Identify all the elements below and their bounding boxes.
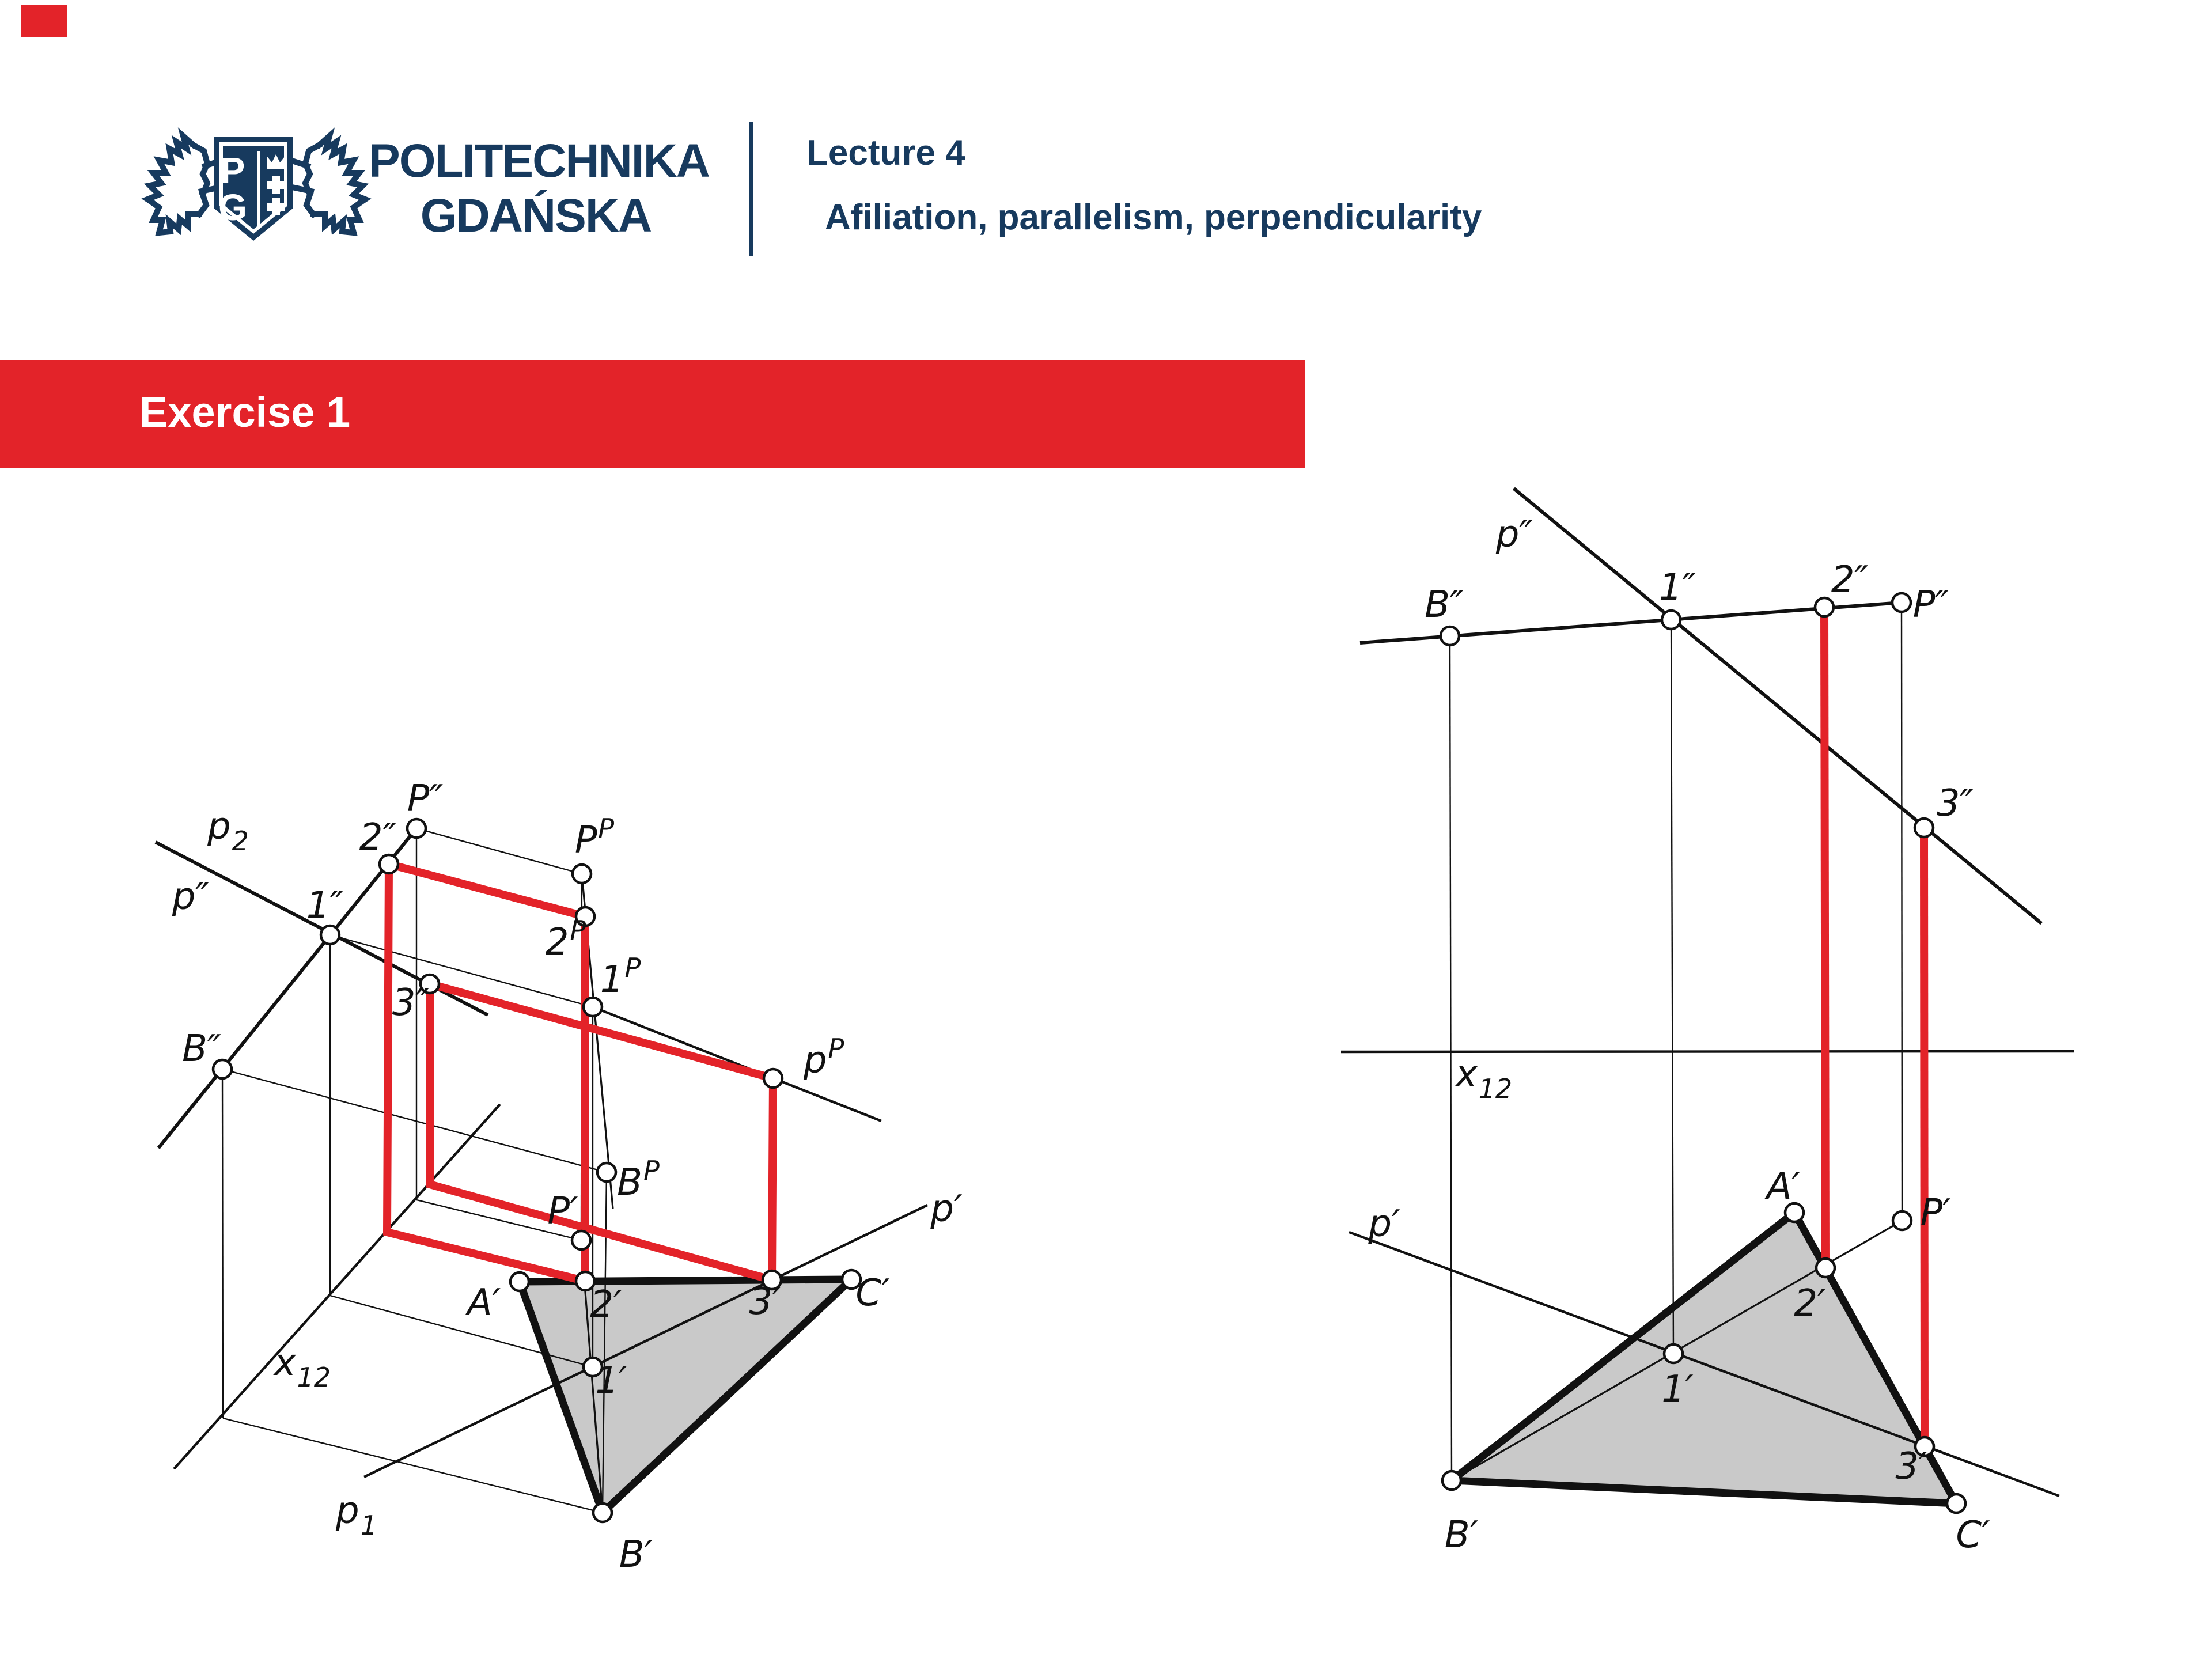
left-label-P: P″ [407,778,444,820]
lecture-title: Afiliation, parallelism, perpendicularity [825,198,1482,237]
left-label-x12: $x_{12}$ [274,1342,331,1393]
right-label-B: B″ [1425,584,1464,626]
left-label-pP: $p^P$ [803,1033,844,1082]
right-point-marker-6 [1893,1211,1911,1230]
left-thin-line-8 [223,1418,603,1513]
right-point-marker-3 [1892,593,1911,612]
right-thin-line-1 [1671,620,1673,1354]
left-label-B: B′ [619,1533,653,1576]
left-thin-line-9 [416,828,582,874]
right-label-x12: $x_{12}$ [1455,1053,1513,1104]
right-label-p: p′ [1368,1203,1400,1245]
left-label-p: p″ [172,876,210,918]
left-label-3: 3″ [392,982,430,1024]
right-label-3: 3′ [1895,1445,1927,1488]
right-label-1: 1′ [1661,1368,1694,1411]
left-point-marker-10 [572,1231,590,1249]
right-label-A: A′ [1766,1165,1801,1208]
left-line4-line-0 [593,1007,881,1121]
left-label-3: 3′ [749,1281,781,1323]
left-label-BP: $B^P$ [617,1155,660,1204]
left-label-2: 2′ [590,1283,622,1326]
left-label-p2: $p_2$ [207,805,249,857]
left-point-marker-8 [764,1069,782,1088]
lecture-number: Lecture 4 [806,133,965,173]
left-point-marker-7 [584,998,602,1016]
right-thin-line-0 [1450,636,1452,1480]
left-label-P: P′ [547,1190,578,1233]
left-point-marker-0 [407,819,426,838]
right-label-p: p″ [1495,513,1533,556]
right-label-1: 1″ [1658,566,1696,609]
right-red-line-0 [1824,607,1825,1268]
right-label-B: B′ [1444,1514,1479,1556]
left-label-B: B″ [182,1028,221,1070]
right-point-marker-7 [1816,1259,1835,1277]
left-diagram [156,778,963,1576]
left-label-1P: $1^P$ [600,952,641,1001]
left-label-1: 1″ [306,884,344,927]
left-thin-line-2 [222,1069,223,1418]
right-label-P: P″ [1912,584,1949,626]
right-label-2: 2″ [1831,559,1869,601]
left-point-marker-15 [593,1503,612,1522]
left-label-p: p′ [930,1188,963,1230]
right-point-marker-4 [1915,819,1933,837]
right-thick-line-1 [1514,488,2041,923]
right-red-line-1 [1924,828,1925,1446]
left-thin-line-11 [222,1069,607,1172]
left-red-projection-quad-1 [430,984,773,1280]
right-label-P: P′ [1920,1192,1951,1234]
right-point-marker-11 [1947,1494,1965,1513]
right-line4-line-0 [1341,1051,2074,1052]
left-label-A: A′ [467,1282,501,1324]
left-label-PP: $P^P$ [574,813,615,862]
left-point-marker-14 [510,1272,529,1291]
logo-letter-g: G [218,187,247,228]
left-label-2P: $2^P$ [545,915,586,964]
left-label-2: 2″ [359,816,397,859]
left-point-marker-5 [573,865,591,883]
right-label-C: C′ [1956,1514,1990,1556]
right-triangle [1452,1213,1956,1503]
exercise-banner-label: Exercise 1 [139,388,351,437]
right-point-marker-1 [1662,611,1680,629]
right-point-marker-8 [1664,1344,1683,1363]
university-name-line2: GDAŃSKA [420,190,652,242]
left-triangle [520,1279,851,1513]
right-diagram [1341,488,2074,1556]
right-point-marker-10 [1442,1471,1461,1490]
right-label-2: 2′ [1794,1282,1826,1325]
left-label-p1: $p_1$ [336,1490,377,1541]
right-label-3: 3″ [1936,782,1974,825]
left-point-marker-2 [321,926,339,944]
university-name-line1: POLITECHNIKA [369,135,709,187]
logo-letter-p: P [220,150,245,191]
left-label-1: 1′ [595,1359,627,1402]
left-label-C: C′ [855,1272,890,1315]
left-point-marker-9 [597,1163,616,1181]
right-point-marker-0 [1441,627,1459,645]
